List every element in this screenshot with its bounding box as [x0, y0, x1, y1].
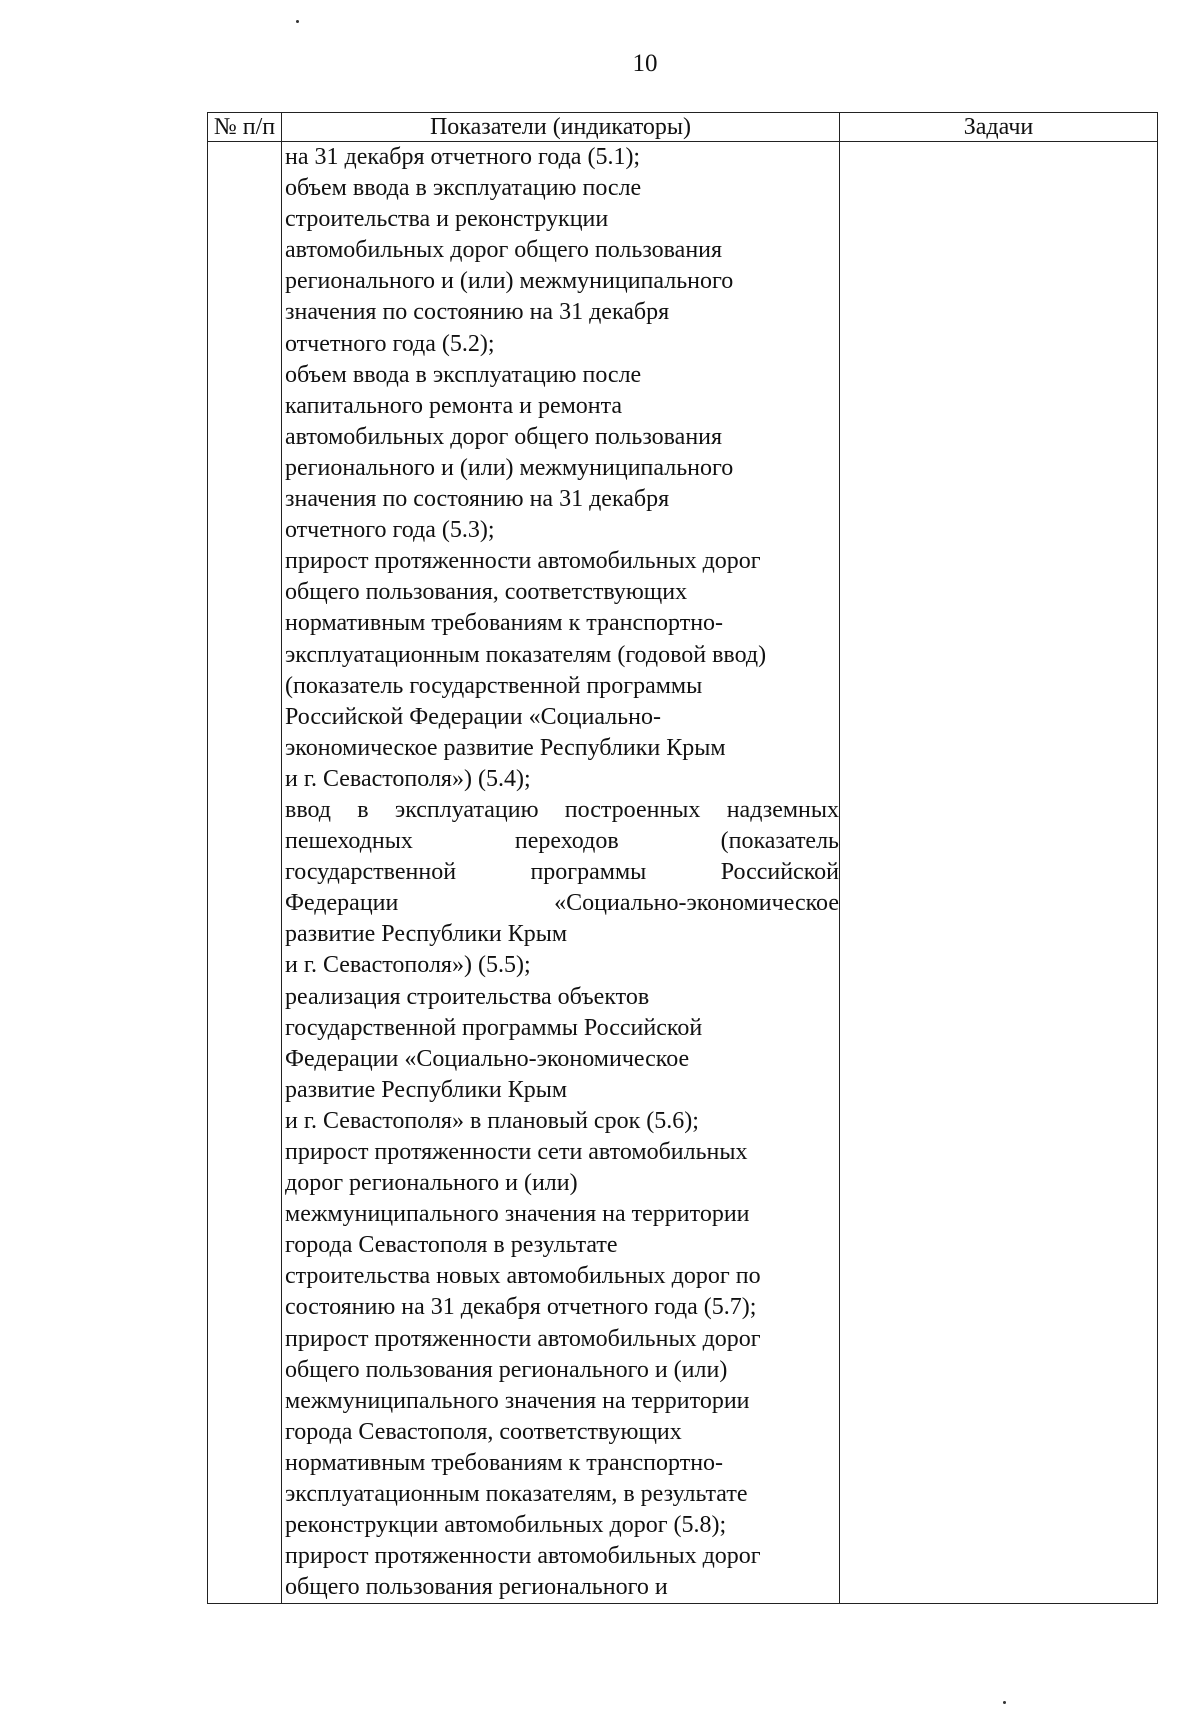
scan-speck [296, 20, 299, 23]
table-row [208, 142, 1158, 1604]
tasks-cell [840, 142, 1158, 1604]
indicator-line: регионального и (или) межмуниципального [285, 268, 734, 295]
indicators-table [207, 112, 1158, 1604]
indicator-line: прирост протяженности автомобильных дорог [285, 1543, 761, 1570]
indicator-line: общего пользования регионального и (или) [285, 1356, 728, 1383]
indicator-line: строительства новых автомобильных дорог по [285, 1263, 761, 1290]
indicator-line: объем ввода в эксплуатацию после [285, 175, 642, 202]
indicator-line: общего пользования, соответствующих [285, 579, 688, 606]
indicator-line: на 31 декабря отчетного года (5.1); [285, 144, 641, 170]
number-cell [208, 142, 282, 1604]
indicator-line: нормативным требованиям к транспортно- [285, 610, 724, 637]
indicator-line: прирост протяженности автомобильных дорог [285, 1325, 761, 1352]
indicator-line: Российской Федерации «Социально- [285, 703, 661, 730]
indicator-line: пешеходных переходов (показатель [285, 828, 839, 855]
indicator-line: капитального ремонта и ремонта [285, 392, 623, 419]
indicator-line: объем ввода в эксплуатацию после [285, 361, 642, 388]
indicator-line: значения по состоянию на 31 декабря [285, 299, 670, 326]
indicator-line: развитие Республики Крым [285, 1076, 568, 1103]
indicator-line: Федерации «Социально-экономическое [285, 890, 839, 917]
indicator-line: межмуниципального значения на территории [285, 1201, 750, 1228]
header-tasks: Задачи [840, 113, 1158, 142]
indicator-line: общего пользования регионального и [285, 1574, 668, 1601]
indicator-line: регионального и (или) межмуниципального [285, 454, 734, 481]
indicator-line: и г. Севастополя») (5.5); [285, 952, 531, 979]
indicator-line: реконструкции автомобильных дорог (5.8); [285, 1512, 727, 1539]
header-number: № п/п [208, 113, 282, 142]
indicators-cell [282, 142, 840, 1604]
scan-speck [1003, 1701, 1006, 1704]
indicator-line: (показатель государственной программы [285, 672, 703, 699]
indicator-line: и г. Севастополя» в плановый срок (5.6); [285, 1107, 699, 1134]
indicator-line: нормативным требованиям к транспортно- [285, 1449, 724, 1476]
indicator-line: эксплуатационным показателям (годовой ввод) [285, 641, 767, 668]
indicator-line: автомобильных дорог общего пользования [285, 237, 723, 264]
indicator-line: состоянию на 31 декабря отчетного года (5.7); [285, 1294, 757, 1321]
indicator-line: государственной программы Российской [285, 1014, 703, 1041]
indicator-line: развитие Республики Крым [285, 921, 568, 948]
table-header-row [208, 113, 1158, 142]
indicator-line: отчетного года (5.3); [285, 517, 495, 544]
page-number: 10 [632, 50, 658, 77]
indicator-line: отчетного года (5.2); [285, 330, 495, 357]
indicator-line: эксплуатационным показателям, в результате [285, 1481, 748, 1508]
indicator-line: прирост протяженности сети автомобильных [285, 1139, 748, 1165]
indicator-line: прирост протяженности автомобильных дорог [285, 548, 761, 575]
indicator-line: города Севастополя, соответствующих [285, 1418, 682, 1445]
indicator-line: автомобильных дорог общего пользования [285, 423, 723, 450]
indicator-line: ввод в эксплуатацию построенных надземных [285, 796, 839, 823]
indicator-line: экономическое развитие Республики Крым [285, 734, 726, 761]
indicator-line: Федерации «Социально-экономическое [285, 1045, 690, 1072]
indicator-line: межмуниципального значения на территории [285, 1387, 750, 1414]
indicator-line: дорог регионального и (или) [285, 1170, 578, 1197]
indicator-line: значения по состоянию на 31 декабря [285, 486, 670, 513]
header-indicators: Показатели (индикаторы) [282, 113, 840, 142]
indicator-line: города Севастополя в результате [285, 1232, 618, 1259]
indicator-line: государственной программы Российской [285, 859, 839, 886]
indicator-line: и г. Севастополя») (5.4); [285, 765, 531, 792]
indicator-line: строительства и реконструкции [285, 206, 609, 233]
indicator-line: реализация строительства объектов [285, 983, 650, 1010]
